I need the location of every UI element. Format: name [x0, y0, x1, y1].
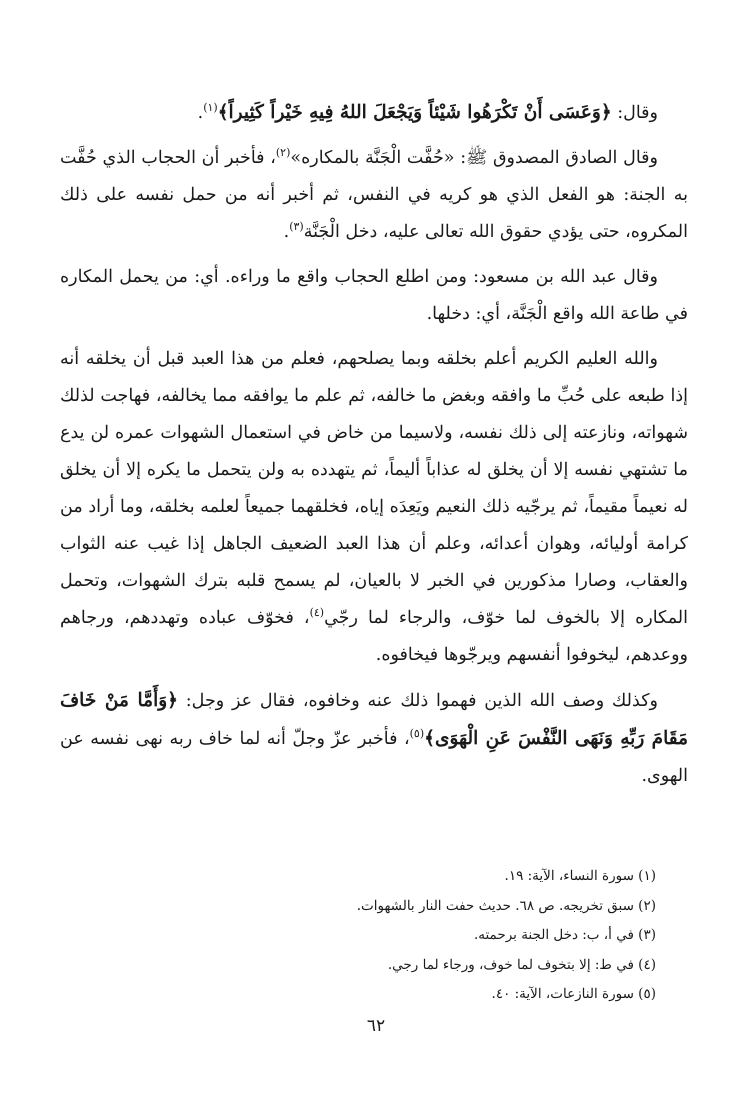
text-run: والله العليم الكريم أعلم بخلقه وبما يصلحهم، فعلم من هذا العبد قبل أن يخلقه أنه إذا طبعه على حُبِّ ما وافقه وبغض ما خالفه، ثم علم ما يوافقه مما يخالفه، فهاجت لذلك شهواته، ونازعته إلى ذلك نفسه، ولاسيما من خاض في استعمال الشهوات عمره لن يدع ما تشتهي نفسه إلا أن يخلق له عذاباً أليماً، ثم يتهدده به ولن يتحمل ما يكره إلا أن يخلق له نعيماً مقيماً، ثم يرجّيه ذلك النعيم ويَعِدَه إياه، فخلقهما جميعاً لعلمه بخلقه، وما أراد من كرامة أوليائه، وهوان أعدائه، وعلم أن هذا العبد الضعيف الجاهل إذا غيب عنه الثواب والعقاب، وصارا مذكورين في الخبر لا بالعيان، لم يسمح قلبه بترك الشهوات، وتحمل المكاره إلا بالخوف لما خوّف، والرجاء لما رجّي [60, 349, 689, 628]
text-run: ، فخوّف عباده وتهددهم، ورجاهم ووعدهم، ليخوفوا أنفسهم ويرجّوها فيخافوه. [60, 608, 688, 665]
paragraph-1 [60, 94, 688, 132]
footnote-3: (٣) في أ، ب: دخل الجنة برحمته. [473, 927, 656, 943]
footnote-marker: (٣) [289, 220, 304, 234]
page-number: ٦٢ [366, 1016, 386, 1036]
footnote-4: (٤) في ط: إلا بتخوف لما خوف، ورجاء لما رجي. [387, 956, 656, 973]
footnote-5: (٥) سورة النازعات، الآية: ٤٠. [491, 986, 656, 1002]
paragraph-3 [60, 259, 688, 333]
text-run: ، فأخبر عزّ وجلّ أنه لما خاف ربه نهى نفسه عن الهوى. [60, 729, 688, 786]
quran-verse: ﴿وَأَمَّا مَنْ خَافَ مَقَامَ رَبِّهِ وَنَهَى النَّفْسَ عَنِ الْهَوَى﴾ [60, 690, 689, 749]
footnote-marker: (٤) [309, 606, 325, 620]
text-run: وقال الصادق المصدوق ﷺ: «حُفَّت الْجَنَّة بالمكاره» [290, 148, 658, 168]
footnote-marker: (١) [203, 101, 218, 115]
footnote-marker: (٥) [409, 727, 425, 741]
footnote-2: (٢) سبق تخريجه. ص ٦٨. حديث حفت النار بالشهوات. [356, 897, 656, 914]
paragraph-2 [60, 140, 688, 251]
quran-verse: ﴿وَعَسَى أَنْ تَكْرَهُوا شَيْئاً وَيَجْعَلَ اللهُ فِيهِ خَيْراً كَثِيراً﴾ [217, 102, 612, 123]
footnote-1: (١) سورة النساء، الآية: ١٩. [504, 868, 656, 884]
footnote-marker: (٢) [275, 146, 291, 160]
main-text [60, 94, 688, 795]
text-run: وقال: [611, 103, 658, 123]
text-run: وقال عبد الله بن مسعود: ومن اطلع الحجاب واقع ما وراءه. أي: من يحمل المكاره في طاعة الله واقع الْجَنَّة، أي: دخلها. [60, 267, 688, 324]
paragraph-5 [60, 682, 688, 795]
footnotes [56, 862, 656, 1010]
text-run: وكذلك وصف الله الذين فهموا ذلك عنه وخافوه، فقال عز وجل: [178, 691, 658, 711]
text-run: ، فأخبر أن الحجاب الذي حُفَّت به الجنة: هو الفعل الذي هو كريه في النفس، ثم أخبر أنه من حمل نفسه على ذلك المكروه، حتى يؤدي حقوق الله تعالى عليه، دخل الْجَنَّة [60, 148, 688, 242]
paragraph-4 [60, 341, 688, 674]
text-run: . [283, 222, 290, 242]
text-run: . [197, 103, 204, 123]
